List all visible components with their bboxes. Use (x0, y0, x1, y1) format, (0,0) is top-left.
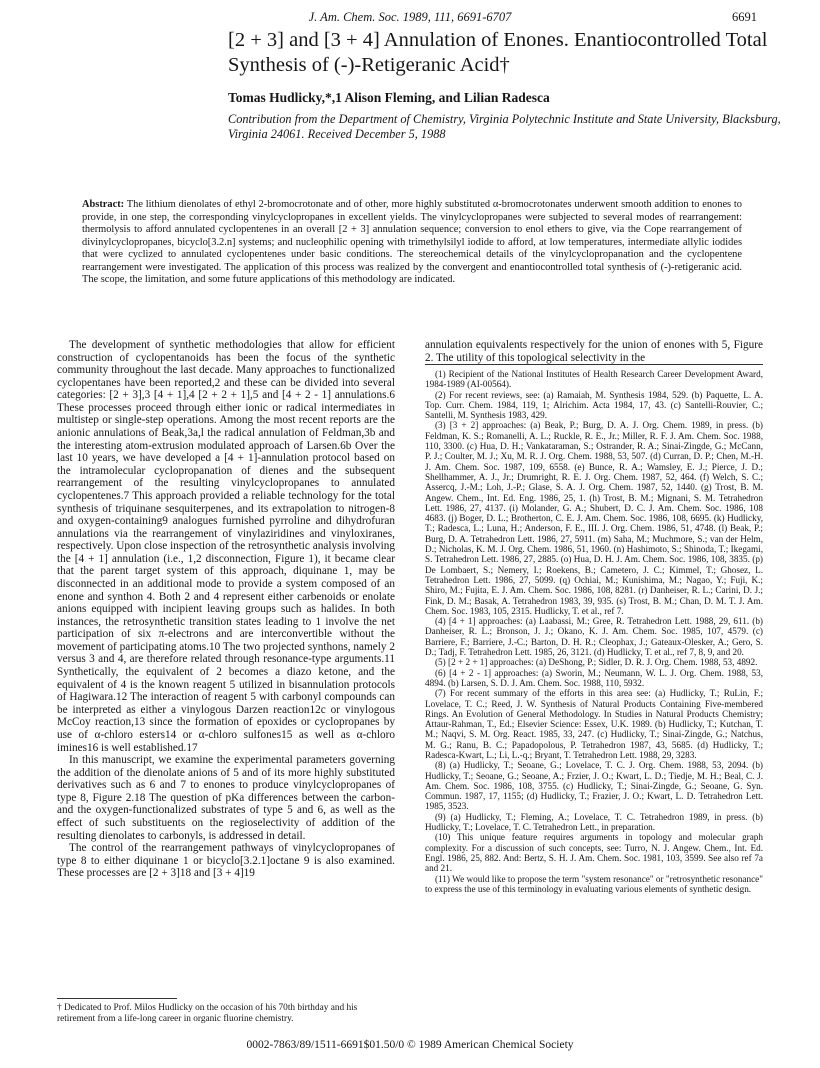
abstract (82, 199, 742, 287)
article-title: [2 + 3] and [3 + 4] Annulation of Enones. Enantiocontrolled Total Synthesis of (-)-Retigeranic Acid† (228, 29, 768, 76)
reference-item: (4) [4 + 1] approaches: (a) Laabassi, M.; Gree, R. Tetrahedron Lett. 1988, 29, 611. (b) Danheiser, R. L.; Bronson, J. J.; Okano, K. J. Am. Chem. Soc. 1985, 107, 4579. (c) Barriere, F.; Barriere, J.-C.; Barton, D. H. R.; Cleophax, J.; Gateaux-Olesker, A.; Gero, S. D.; Tadj, F. Tetrahedron Lett. 1985, 26, 3121. (d) Hudlicky, T. et al., ref 7, 8, 9, and 20. (425, 616, 763, 658)
footnote-divider (57, 998, 177, 999)
body-paragraph: In this manuscript, we examine the experimental parameters governing the addition of the dienolate anions of 5 and of its more highly substituted derivatives such as 6 and 7 to enones to produce vinylcyclopropanes of type 8, Figure 2.18 The question of pKa differences between the carbon- and the oxygen-functionalized substrates of type 5 and 6, as well as the effect of such substituents on the regioselectivity of addition of the resulting dienolates to carbonyls, is addressed in detail. (57, 754, 395, 842)
reference-item: (7) For recent summary of the efforts in this area see: (a) Hudlicky, T.; RuLin, F.; Lovelace, T. C.; Reed, J. W. Synthesis of Natural Products Containing Five-membered Rings. An Evolution of General Methodology. In Studies in Natural Products Chemistry; Attaur-Rahman, T., Ed.; Elsevier Science: Essex, U.K. 1989. (b) Hudlicky, T.; Kutchan, T. M.; Naqvi, S. M. Org. React. 1985, 33, 247. (c) Hudlicky, T.; Sinai-Zingde, G.; Natchus, M. G.; Ranu, B. C.; Papadopolous, P. Tetrahedron 1987, 43, 5685. (d) Hudlicky, T.; Radesca-Kwart, L.; Li, L.-q.; Bryant, T. Tetrahedron Lett. 1988, 29, 3283. (425, 688, 763, 760)
copyright-line: 0002-7863/89/1511-6691$01.50/0 © 1989 American Chemical Society (246, 1039, 574, 1051)
affiliation: Contribution from the Department of Chemistry, Virginia Polytechnic Institute and State University, Blacksburg, Virginia 24061. Received December 5, 1988 (228, 112, 781, 141)
reference-item: (5) [2 + 2 + 1] approaches: (a) DeShong, P.; Sidler, D. R. J. Org. Chem. 1988, 53, 4892. (435, 657, 758, 668)
reference-item: (11) We would like to propose the term "system resonance" or "retrosynthetic resonance" to express the use of this terminology in evaluating various elements of synthetic design. (425, 873, 763, 894)
references-divider (425, 364, 763, 365)
left-column (57, 339, 395, 880)
journal-citation: J. Am. Chem. Soc. 1989, 111, 6691-6707 (308, 10, 512, 24)
dedication-footnote: † Dedicated to Prof. Milos Hudlicky on the occasion of his 70th birthday and his retirement from a life-long career in organic fluorine chemistry. (57, 1003, 358, 1024)
reference-item: (8) (a) Hudlicky, T.; Seoane, G.; Lovelace, T. C. J. Org. Chem. 1988, 53, 2094. (b) Hudlicky, T.; Seoane, G.; Seoane, A.; Frzier, J. O.; Kwart, L. D.; Tiedje, M. H.; Beal, C. J. Am. Chem. Soc. 1986, 108, 3755. (c) Hudlicky, T.; Sinai-Zingde, G.; Seoane, G. Syn. Commun. 1987, 17, 1155; (d) Hudlicky, T.; Frazier, J. O.; Kwart, L. D. Tetrahedron Lett. 1985, 3523. (425, 760, 763, 812)
references-list (425, 369, 763, 894)
reference-item: (3) [3 + 2] approaches: (a) Beak, P.; Burg, D. A. J. Org. Chem. 1989, in press. (b) Feldman, K. S.; Romanelli, A. L.; Ruckle, R. E., Jr.; Miller, R. F. J. Am. Chem. Soc. 1988, 110, 3300. (c) Hua, D. H.; Vankataraman, S.; Ostrander, R. A.; Sinai-Zingde, G.; McCann, P. J.; Coulter, M. J.; Xu, M. R. J. Org. Chem. 1988, 53, 507. (d) Curran, D. P.; Chen, M.-H. J. Am. Chem. Soc. 1987, 109, 6558. (e) Bunce, R. A.; Wamsley, E. J.; Pierce, J. D.; Shellhammer, A. J., Jr.; Drumright, R. E. J. Org. Chem. 1987, 52, 464. (f) Welch, S. C.; Assercq, J.-M.; Loh, J.-P.; Glase, S. A. J. Org. Chem. 1987, 52, 1440. (g) Trost, B. M. Angew. Chem., Int. Ed. Eng. 1986, 25, 1. (h) Trost, B. M.; Mignani, S. M. Tetrahedron Lett. 1986, 27, 4137. (i) Molander, G. A.; Shubert, D. C. J. Am. Chem. Soc. 1986, 108 4683. (j) Boger, D. L.; Brotherton, C. E. J. Am. Chem. Soc. 1986, 108, 6695. (k) Hudlicky, T.; Radesca, L.; Luna, H.; Anderson, F. E., III. J. Org. Chem. 1986, 51, 4748. (l) Beak, P.; Burg, D. A. Tetrahedron Lett. 1986, 27, 5911. (m) Saha, M.; Muchmore, S.; van der Helm, D.; Nicholas, K. M. J. Org. Chem. 1986, 51, 1960. (n) Hashimoto, S.; Shinoda, T.; Ikegami, S. Tetrahedron Lett. 1986, 27, 2885. (o) Hua, D. H. J. Am. Chem. Soc. 1986, 108, 3835. (p) De Lombaert, S.; Nemery, I.; Roekens, B.; Cametero, J. C.; Kimmel, T.; Ghosez, L. Tetrahedron Lett. 1986, 27, 5099. (q) Ochiai, M.; Kunishima, M.; Nagao, Y.; Fuji, K.; Shiro, M.; Fujita, E. J. Am. Chem. Soc. 1986, 108, 8281. (r) Danheiser, R. L.; Carini, D. J.; Fink, D. M.; Basak, A. Tetrahedron 1983, 39, 935. (s) Trost, B. M.; Chan, D. M. T. J. Am. Chem. Soc. 1983, 105, 2315. Hudlicky, T. et al., ref 7. (425, 420, 763, 616)
page-number: 6691 (732, 10, 757, 24)
reference-item: (1) Recipient of the National Institutes of Health Research Career Development Award, 1984-1989 (AI-00564). (425, 369, 763, 390)
reference-item: (10) This unique feature requires arguments in topology and molecular graph complexity. For a discussion of such concepts, see: Turro, N. J. Angew. Chem., Int. Ed. Engl. 1986, 25, 882. And: Bertz, S. H. J. Am. Chem. Soc. 1981, 103, 3599. See also ref 7a and 21. (425, 832, 763, 874)
body-paragraph: The control of the rearrangement pathways of vinylcyclopropanes of type 8 to either diquinane 1 or bicyclo[3.2.1]octane 9 is also examined. These processes are [2 + 3]18 and [3 + 4]19 (57, 842, 395, 880)
body-paragraph: annulation equivalents respectively for the union of enones with 5, Figure 2. The utility of this topological selectivity in the (425, 339, 763, 364)
body-paragraph: The development of synthetic methodologies that allow for efficient construction of cyclopentanoids has been the focus of the synthetic community throughout the last decade. Many approaches to functionalized cyclopentanes have been reported,2 and these can be divided into several categories: [2 + 3],3 [4 + 1],4 [2 + 2 + 1],5 and [4 + 2 - 1] annulations.6 These processes proceed through either ionic or radical intermediates in multistep or single-step operations. Among the most recent reports are the anionic annulations of Beak,3a,l the radical annulation of Feldman,3b and the interesting atom-extrusion modulated approach of Larsen.6b Over the last 10 years, we have developed a [4 + 1]-annulation protocol based on the intramolecular cyclopropanation of dienes and the subsequent rearrangement of the resulting vinylcyclopropanes to annulated cyclopentenes.7 This approach provided a reliable technology for the total synthesis of triquinane sesquiterpenes, and its extrapolation to nitrogen-8 and oxygen-containing9 analogues furnished pyrroline and dihydrofuran annulations via the rearrangement of vinylaziridines and vinyloxiranes, respectively. Upon close inspection of the retrosynthetic analysis involving the [4 + 1] annulation (i.e., 1,2 disconnection, Figure 1), it became clear that the parent target system of this approach, diquinane 1, may be disconnected in an additional mode to provide a system composed of an enone and synthon 4. Both 2 and 4 represent either carbenoids or enolate anions equipped with incipient leaving groups such as halides. In both instances, the retrosynthetic transition states leading to 1 involve the net participation of six π-electrons and are interconvertible without the movement of participating atoms.10 The two projected synthons, namely 2 versus 3 and 4, are therefore related through resonance-type arguments.11 Synthetically, the equivalent of 2 becomes a diazo ketone, and the equivalent of 4 is the known reagent 5 utilized in bisannulation protocols of Hagiwara.12 The interaction of reagent 5 with carbonyl compounds can be interpreted as either a vinylogous Darzen reaction12c or vinylogous McCoy reaction,13 since the formation of epoxides or cyclopropanes by use of α-chloro esters14 or α-chloro sulfones15 as well as α-chloro imines16 is well established.17 (57, 339, 395, 754)
reference-item: (2) For recent reviews, see: (a) Ramaiah, M. Synthesis 1984, 529. (b) Paquette, L. A. Top. Curr. Chem. 1984, 119, 1; Alrichim. Acta 1984, 17, 43. (c) Santelli-Rouvier, C.; Santelli, M. Synthesis 1983, 429. (425, 389, 763, 421)
abstract-text: The lithium dienolates of ethyl 2-bromocrotonate and of other, more highly substituted α-bromocrotonates underwent smooth addition to enones to provide, in one step, the corresponding vinylcyclopropanes in excellent yields. The vinylcyclopropanes were subjected to several modes of rearrangement: thermolysis to afford annulated cyclopentenes in an overall [2 + 3] annulation sequence; conversion to enol ethers to give, via the Cope rearrangement of divinylcyclopropanes, bicyclo[3.2.n] systems; and nucleophilic opening with trimethylsilyl iodide to afford, at low temperatures, intermediate allylic iodides that were cyclized to annulated cyclopentenes under basic conditions. The stereochemical details of the vinylcyclopropanation and the cyclopentene rearrangement were investigated. The application of this process was realized by the convergent and enantiocontrolled total synthesis of (-)-retigeranic acid. The scope, the limitation, and some future applications of this methodology are indicated. (82, 199, 742, 286)
reference-item: (9) (a) Hudlicky, T.; Fleming, A.; Lovelace, T. C. Tetrahedron 1989, in press. (b) Hudlicky, T.; Lovelace, T. C. Tetrahedron Lett., in preparation. (425, 811, 763, 833)
right-column (425, 339, 763, 364)
abstract-label: Abstract: (82, 199, 125, 210)
reference-item: (6) [4 + 2 - 1] approaches: (a) Sworin, M.; Neumann, W. L. J. Org. Chem. 1988, 53, 4894. (b) Larsen, S. D. J. Am. Chem. Soc. 1988, 110, 5932. (425, 667, 763, 688)
author-list: Tomas Hudlicky,*,1 Alison Fleming, and Lilian Radesca (228, 90, 550, 105)
